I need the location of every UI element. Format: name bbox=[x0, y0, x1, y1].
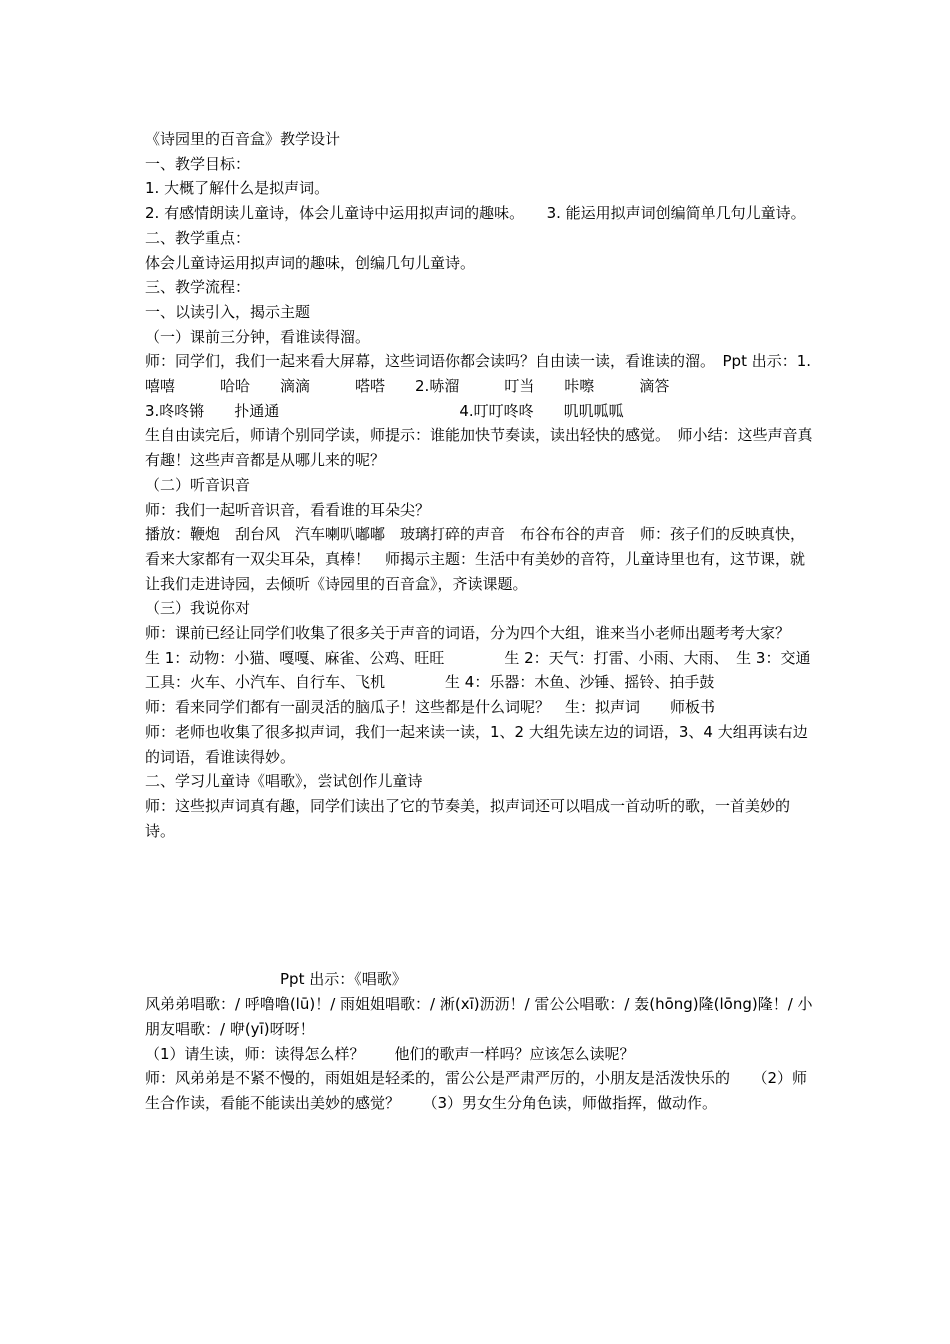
step-1-heading: 一、以读引入，揭示主题 bbox=[145, 302, 311, 321]
focus-text: 体会儿童诗运用拟声词的趣味，创编几句儿童诗。 bbox=[145, 253, 476, 272]
song-lyrics: 风弟弟唱歌：/ 呼噜噜(lū)！/ 雨姐姐唱歌：/ 淅(xī)沥沥！/ 雷公公唱歌：/ 轰(hōng)隆(lōng)隆！/ 小朋友唱歌：/ 咿(yī)呀呀！ bbox=[145, 995, 813, 1038]
teacher-summary-line: 师：看来同学们都有一副灵活的脑瓜子！这些都是什么词呢？ 生：拟声词 师板书 bbox=[145, 698, 716, 717]
word-list-line: 3.咚咚锵 扑通通 4.叮叮咚咚 叽叽呱呱 bbox=[145, 401, 624, 420]
section-heading-focus: 二、教学重点： bbox=[145, 228, 251, 247]
goal-1: 1. 大概了解什么是拟声词。 bbox=[145, 179, 330, 198]
teacher-intro-paragraph: 师：同学们，我们一起来看大屏幕，这些词语你都会读吗？自由读一读，看谁读的溜。 Ppt 出示：1.嘻嘻 哈哈 滴滴 嗒嗒 2.哧溜 叮当 咔嚓 滴答 bbox=[145, 352, 812, 396]
substep-1-heading: （一）课前三分钟，看谁读得溜。 bbox=[145, 327, 371, 346]
play-sounds-paragraph: 播放：鞭炮 刮台风 汽车喇叭嘟嘟 玻璃打碎的声音 布谷布谷的声音 师：孩子们的反映真快，看来大家都有一双尖耳朵，真棒！ 师揭示主题：生活中有美妙的音符，儿童诗里也有，这节课，就让我们走进诗园，去倾听《诗园里的百音盒》，齐读课题。 bbox=[145, 525, 806, 593]
document-title: 《诗园里的百音盒》教学设计 bbox=[145, 130, 341, 148]
section-heading-process: 三、教学流程： bbox=[145, 278, 251, 297]
step-2-heading: 二、学习儿童诗《唱歌》，尝试创作儿童诗 bbox=[145, 772, 423, 791]
teacher-song-paragraph: 师：这些拟声词真有趣，同学们读出了它的节奏美，拟声词还可以唱成一首动听的歌，一首美妙的诗。 bbox=[145, 796, 791, 840]
goal-2-3: 2. 有感情朗读儿童诗，体会儿童诗中运用拟声词的趣味。 3. 能运用拟声词创编简单几句儿童诗。 bbox=[145, 204, 806, 223]
section-heading-goals: 一、教学目标： bbox=[145, 154, 251, 173]
blank-space bbox=[145, 843, 815, 967]
substep-3-heading: （三）我说你对 bbox=[145, 599, 251, 618]
student-reading-paragraph: 生自由读完后，师请个别同学读，师提示：谁能加快节奏读，读出轻快的感觉。 师小结：这些声音真有趣！这些声音都是从哪儿来的呢？ bbox=[145, 426, 813, 470]
student-groups-paragraph: 生 1：动物：小猫、嘎嘎、麻雀、公鸡、旺旺 生 2：天气：打雷、小雨、大雨、 生 3：交通工具：火车、小汽车、自行车、飞机 生 4：乐器：木鱼、沙锤、摇铃、拍手鼓 bbox=[145, 648, 811, 692]
listen-prompt: 师：我们一起听音识音，看看谁的耳朵尖？ bbox=[145, 500, 431, 519]
activity-2-3-paragraph: 师：风弟弟是不紧不慢的，雨姐姐是轻柔的，雷公公是严肃严厉的，小朋友是活泼快乐的 （2）师生合作读，看能不能读出美妙的感觉？ （3）男女生分角色读，师做指挥，做动作。 bbox=[145, 1069, 808, 1112]
substep-2-heading: （二）听音识音 bbox=[145, 475, 251, 494]
ppt-song-title: Ppt 出示：《唱歌》 bbox=[280, 970, 407, 989]
activity-1-line: （1）请生读，师：读得怎么样？ 他们的歌声一样吗？应该怎么读呢？ bbox=[145, 1044, 635, 1063]
document-body bbox=[145, 127, 815, 1116]
teacher-collection-paragraph: 师：老师也收集了很多拟声词，我们一起来读一读，1、2 大组先读左边的词语，3、4 大组再读右边的词语，看谁读得妙。 bbox=[145, 722, 808, 766]
teacher-question-paragraph: 师：课前已经让同学们收集了很多关于声音的词语，分为四个大组，谁来当小老师出题考考大家？ bbox=[145, 624, 791, 643]
